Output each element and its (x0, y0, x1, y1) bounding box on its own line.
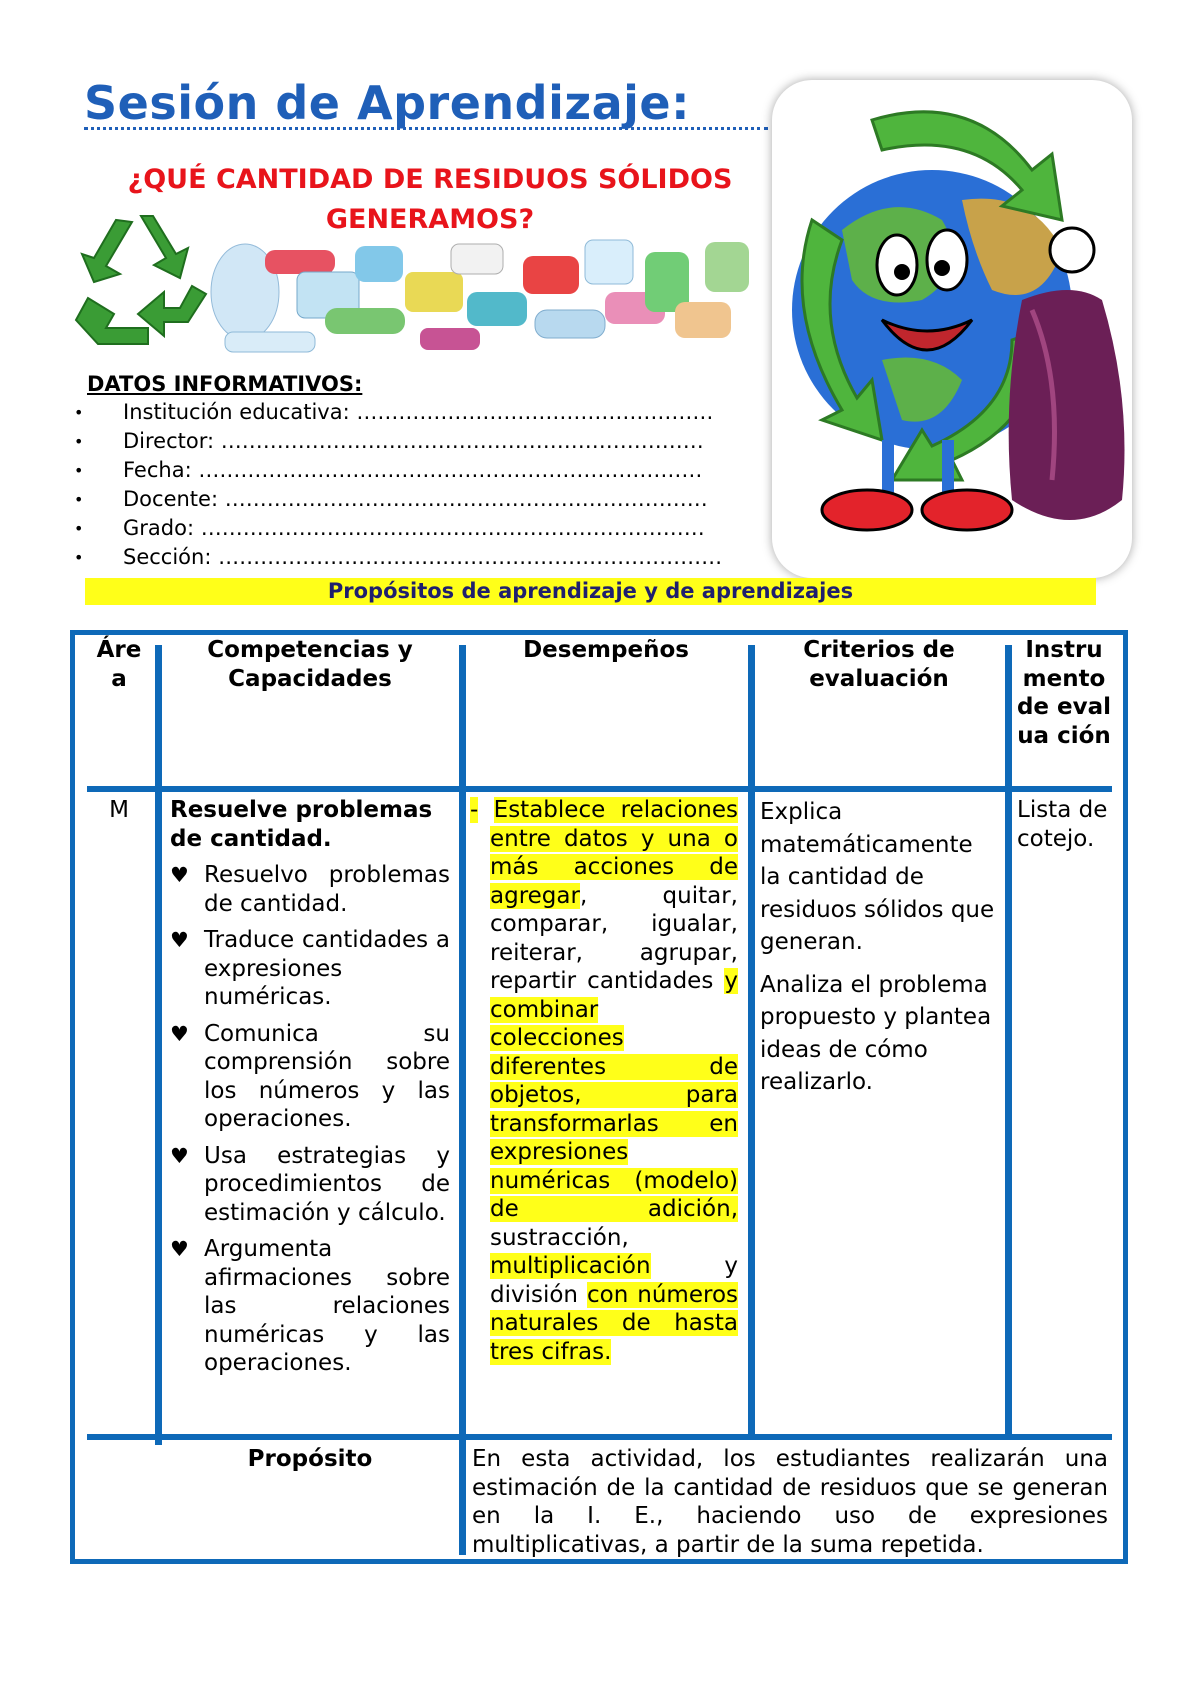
bullet-icon: • (74, 461, 84, 480)
datos-item: • Director: …………………………………………………………… (74, 427, 774, 456)
heart-bullet-icon: ♥ (170, 1143, 189, 1168)
criterio-item: Analiza el problema propuesto y plantea ideas de cómo realizarlo. (760, 971, 992, 1095)
datos-informativos-heading: DATOS INFORMATIVOS: (87, 372, 363, 396)
competencia-title: Resuelve problemas de cantidad. (170, 797, 433, 852)
proposito-text: En esta actividad, los estudiantes realizarán una estimación de la cantidad de residuos que se generan en la I. E., haciendo uso de expresiones multiplicativas, a partir de la suma repetida. (472, 1446, 1108, 1558)
header-criterios: Criterios de evaluación (803, 637, 955, 692)
table-divider (459, 645, 466, 1555)
area-value: M (109, 797, 129, 823)
table-divider (155, 645, 162, 1445)
competencias-cell (170, 796, 450, 1386)
header-area: Áre a (96, 637, 142, 692)
desempeno-cell: - Establece relaciones entre datos y una o más acciones de agregar, quitar, comparar, igualar, reiterar, agrupar, repartir cantidades y combinar colecciones diferentes de objetos, para transformarlas en expresiones numéricas (modelo) de adición, sustracción, multiplicación y división con números naturales de hasta tres cifras. (470, 797, 738, 1365)
desempeno-highlight: con números naturales de hasta tres cifras. (490, 1281, 738, 1365)
bullet-icon: • (74, 490, 84, 509)
bullet-icon: • (74, 548, 84, 567)
datos-list (74, 398, 774, 572)
title-underline (84, 127, 768, 130)
datos-item: • Grado: ……………………………………………………………… (74, 514, 774, 543)
criterio-item: Explica matemáticamente la cantidad de residuos sólidos que generan. (760, 799, 995, 955)
earth-mascot-image (772, 80, 1132, 578)
bullet-icon: • (74, 519, 84, 538)
desempeno-highlight: Establece relaciones entre datos y una o más acciones de agregar (490, 797, 738, 909)
capacidad-item: ♥ Comunica su comprensión sobre los números y las operaciones. (170, 1020, 450, 1132)
capacidad-item: ♥ Resuelvo problemas de cantidad. (170, 862, 450, 917)
heart-bullet-icon: ♥ (170, 928, 189, 952)
purpose-banner: Propósitos de aprendizaje y de aprendizajes (85, 578, 1096, 605)
datos-item: • Sección: ……………………………………………………………… (74, 543, 774, 572)
table-divider (1005, 645, 1012, 1435)
recycle-icon (68, 208, 214, 354)
table-divider (87, 786, 1112, 792)
plastic-waste-illustration (205, 232, 765, 364)
header-competencias: Competencias y Capacidades (207, 637, 413, 692)
capacidad-item: ♥ Usa estrategias y procedimientos de estimación y cálculo. (170, 1142, 450, 1226)
instrumento-value: Lista de cotejo. (1017, 797, 1108, 852)
proposito-label: Propósito (247, 1446, 373, 1472)
desempeno-highlight: y combinar colecciones diferentes de objetos, para transformarlas en expresiones numéricas (modelo) de adición, (490, 968, 738, 1222)
heart-bullet-icon: ♥ (170, 1237, 189, 1261)
capacidad-item: ♥ Traduce cantidades a expresiones numéricas. (170, 927, 450, 1010)
table-divider (748, 645, 755, 1435)
table-divider (87, 1434, 1112, 1440)
bullet-icon: • (74, 403, 84, 422)
bullet-icon: • (74, 432, 84, 451)
heart-bullet-icon: ♥ (170, 1021, 189, 1046)
capacidad-item: ♥ Argumenta afirmaciones sobre las relaciones numéricas y las operaciones. (170, 1236, 450, 1376)
criterios-cell (760, 796, 1000, 1099)
desempeno-highlight: multiplicación (490, 1253, 651, 1279)
datos-item: • Fecha: ……………………………………………………………… (74, 456, 774, 485)
page-title: Sesión de Aprendizaje: (84, 76, 691, 130)
header-desempenos: Desempeños (523, 637, 689, 663)
datos-item: • Docente: …………………………………………………………… (74, 485, 774, 514)
heart-bullet-icon: ♥ (170, 863, 189, 887)
datos-item: • Institución educativa: …………………………………………… (74, 398, 774, 427)
session-subtitle: ¿QUÉ CANTIDAD DE RESIDUOS SÓLIDOS GENERAMOS? (127, 164, 733, 235)
header-instrumento: Instru mento de evalua ción (1016, 637, 1112, 749)
